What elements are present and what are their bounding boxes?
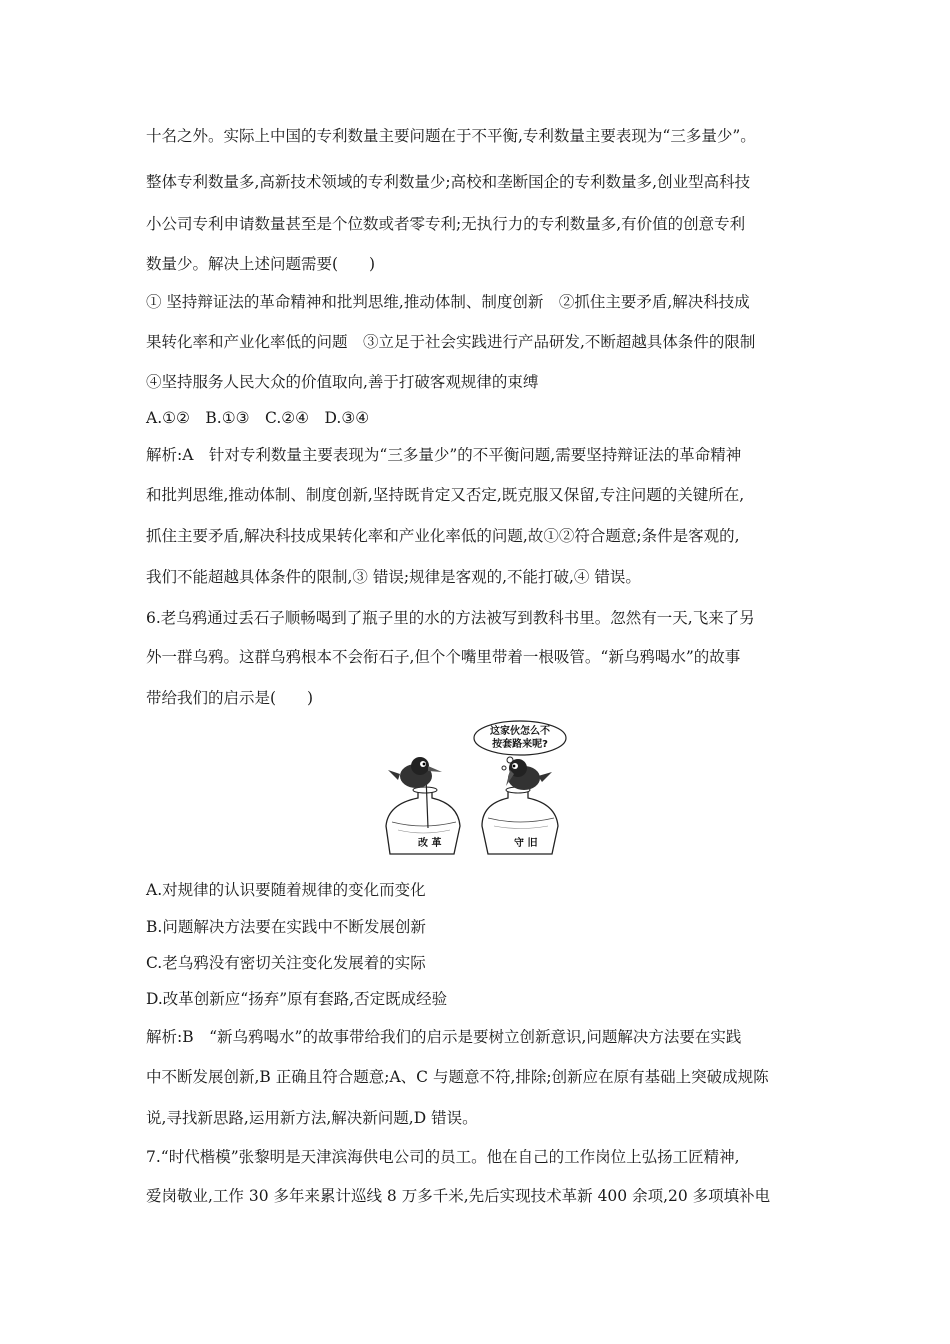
q5-stem-line: 小公司专利申请数量甚至是个位数或者零专利;无执行力的专利数量多,有价值的创意专利 bbox=[146, 215, 746, 233]
crow-cartoon bbox=[370, 718, 580, 858]
bubble-text-1: 这家伙怎么不 bbox=[490, 726, 550, 737]
q6-option-b: B.问题解决方法要在实践中不断发展创新 bbox=[146, 918, 426, 936]
q5-stem-line: 数量少。解决上述问题需要( ) bbox=[146, 255, 376, 273]
bubble-text-2: 按套路来呢? bbox=[492, 739, 548, 750]
right-crow bbox=[506, 759, 552, 790]
q5-stem-line: 整体专利数量多,高新技术领域的专利数量少;高校和垄断国企的专利数量多,创业型高科技 bbox=[146, 173, 751, 191]
left-crow bbox=[388, 757, 442, 788]
q6-option-c: C.老乌鸦没有密切关注变化发展着的实际 bbox=[146, 954, 426, 972]
q5-analysis-line: 和批判思维,推动体制、制度创新,坚持既肯定又否定,既克服又保留,专注问题的关键所在, bbox=[146, 486, 745, 504]
q5-option-line: ① 坚持辩证法的革命精神和批判思维,推动体制、制度创新 ②抓住主要矛盾,解决科技成 bbox=[146, 293, 750, 311]
q6-analysis-line: 说,寻找新思路,运用新方法,解决新问题,D 错误。 bbox=[146, 1109, 478, 1127]
left-jar-label: 改 革 bbox=[418, 838, 442, 849]
q5-analysis-line: 抓住主要矛盾,解决科技成果转化率和产业化率低的问题,故①②符合题意;条件是客观的, bbox=[146, 527, 740, 545]
q6-option-a: A.对规律的认识要随着规律的变化而变化 bbox=[146, 881, 426, 899]
q6-stem-line: 带给我们的启示是( ) bbox=[146, 689, 314, 707]
q7-stem-line: 爱岗敬业,工作 30 多年来累计巡线 8 万多千米,先后实现技术革新 400 余项,20 多项填补电 bbox=[146, 1187, 771, 1205]
q6-stem-line: 6.老乌鸦通过丢石子顺畅喝到了瓶子里的水的方法被写到教科书里。忽然有一天,飞来了另 bbox=[146, 609, 755, 627]
q5-stem-line: 十名之外。实际上中国的专利数量主要问题在于不平衡,专利数量主要表现为“三多量少”。 bbox=[146, 127, 756, 145]
q5-option-line: ④坚持服务人民大众的价值取向,善于打破客观规律的束缚 bbox=[146, 373, 539, 391]
q5-analysis-line: 我们不能超越具体条件的限制,③ 错误;规律是客观的,不能打破,④ 错误。 bbox=[146, 568, 641, 586]
q5-choices: A.①② B.①③ C.②④ D.③④ bbox=[146, 409, 370, 427]
q5-analysis-line: 解析:A 针对专利数量主要表现为“三多量少”的不平衡问题,需要坚持辩证法的革命精神 bbox=[146, 446, 742, 464]
q7-stem-line: 7.“时代楷模”张黎明是天津滨海供电公司的员工。他在自己的工作岗位上弘扬工匠精神, bbox=[146, 1148, 740, 1166]
right-jar-label: 守 旧 bbox=[514, 838, 538, 849]
q5-option-line: 果转化率和产业化率低的问题 ③立足于社会实践进行产品研发,不断超越具体条件的限制 bbox=[146, 333, 756, 351]
q6-analysis-line: 解析:B “新乌鸦喝水”的故事带给我们的启示是要树立创新意识,问题解决方法要在实践 bbox=[146, 1028, 742, 1046]
q6-option-d: D.改革创新应“扬弃”原有套路,否定既成经验 bbox=[146, 990, 448, 1008]
q6-stem-line: 外一群乌鸦。这群乌鸦根本不会衔石子,但个个嘴里带着一根吸管。“新乌鸦喝水”的故事 bbox=[146, 648, 741, 666]
q6-analysis-line: 中不断发展创新,B 正确且符合题意;A、C 与题意不符,排除;创新应在原有基础上突破成规陈 bbox=[146, 1068, 769, 1086]
